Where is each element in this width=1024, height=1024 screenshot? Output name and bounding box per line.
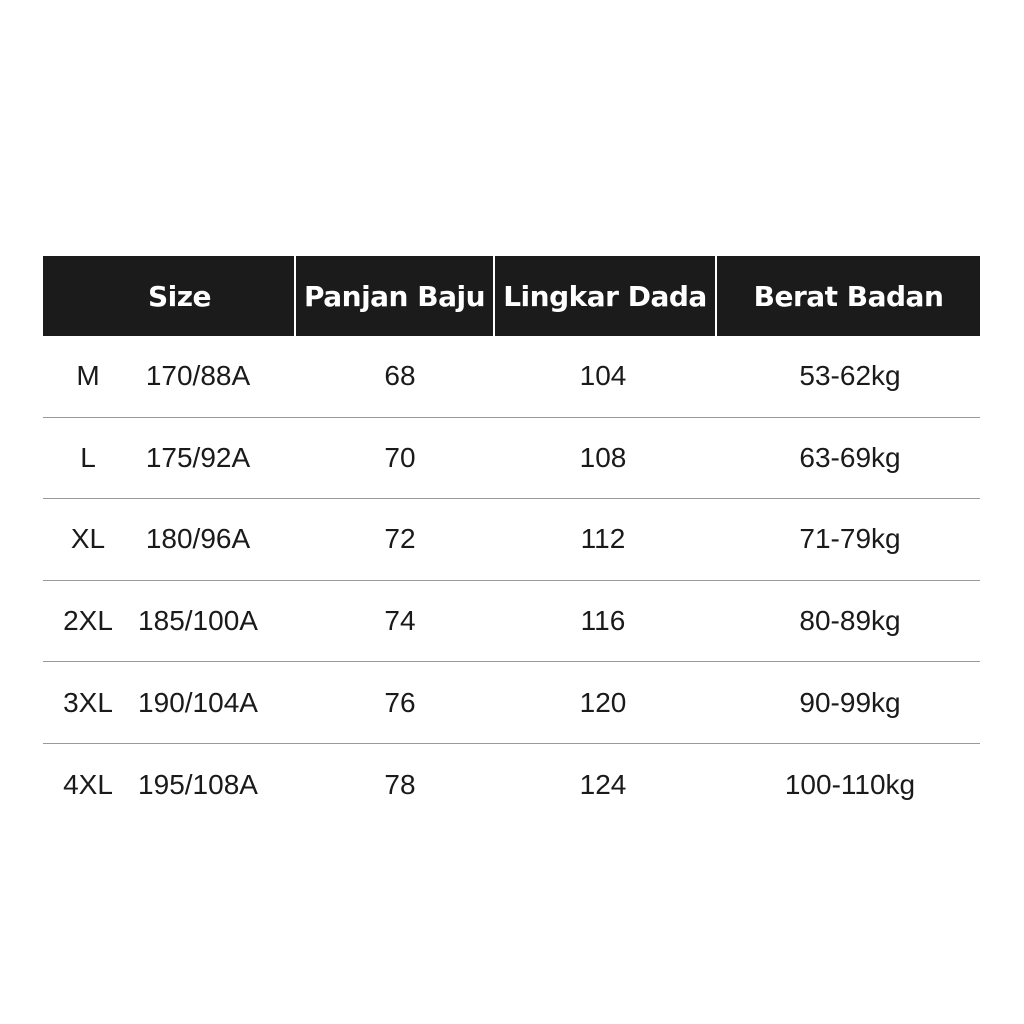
cell-weight: 71-79kg bbox=[799, 523, 901, 555]
size-chart-table bbox=[43, 256, 980, 826]
cell-size: XL bbox=[70, 523, 106, 555]
table-header bbox=[43, 256, 980, 336]
table-row bbox=[43, 581, 980, 663]
cell-weight: 80-89kg bbox=[799, 605, 901, 637]
header-chest: Lingkar Dada bbox=[495, 256, 715, 336]
cell-chest: 108 bbox=[579, 441, 627, 473]
header-length: Panjan Baju bbox=[296, 256, 493, 336]
table-row bbox=[43, 499, 980, 581]
cell-size-code: 175/92A bbox=[145, 441, 251, 473]
cell-length: 72 bbox=[384, 523, 416, 555]
header-size-label: Size bbox=[147, 279, 212, 313]
cell-size-code: 170/88A bbox=[145, 360, 251, 392]
cell-size: L bbox=[80, 441, 96, 473]
cell-size-code: 185/100A bbox=[138, 605, 258, 637]
table-row bbox=[43, 662, 980, 744]
header-weight: Berat Badan bbox=[717, 256, 980, 336]
cell-length: 78 bbox=[384, 768, 416, 800]
cell-chest: 104 bbox=[579, 360, 627, 392]
cell-weight: 90-99kg bbox=[799, 686, 901, 718]
cell-size: 4XL bbox=[63, 768, 113, 800]
cell-size-code: 195/108A bbox=[138, 768, 258, 800]
cell-weight: 53-62kg bbox=[799, 360, 901, 392]
table-row bbox=[43, 418, 980, 500]
cell-length: 68 bbox=[384, 360, 416, 392]
header-size bbox=[43, 256, 294, 336]
cell-size-code: 190/104A bbox=[138, 686, 258, 718]
cell-size: 2XL bbox=[63, 605, 113, 637]
cell-size: 3XL bbox=[63, 686, 113, 718]
table-row bbox=[43, 744, 980, 826]
cell-chest: 116 bbox=[580, 605, 626, 637]
cell-length: 76 bbox=[384, 686, 416, 718]
cell-chest: 124 bbox=[579, 768, 627, 800]
cell-weight: 100-110kg bbox=[784, 768, 916, 800]
cell-length: 70 bbox=[384, 441, 416, 473]
cell-size-code: 180/96A bbox=[145, 523, 251, 555]
cell-length: 74 bbox=[384, 605, 416, 637]
cell-chest: 120 bbox=[579, 686, 627, 718]
cell-weight: 63-69kg bbox=[799, 441, 901, 473]
cell-size: M bbox=[76, 360, 100, 392]
cell-chest: 112 bbox=[580, 523, 626, 555]
table-row bbox=[43, 336, 980, 418]
